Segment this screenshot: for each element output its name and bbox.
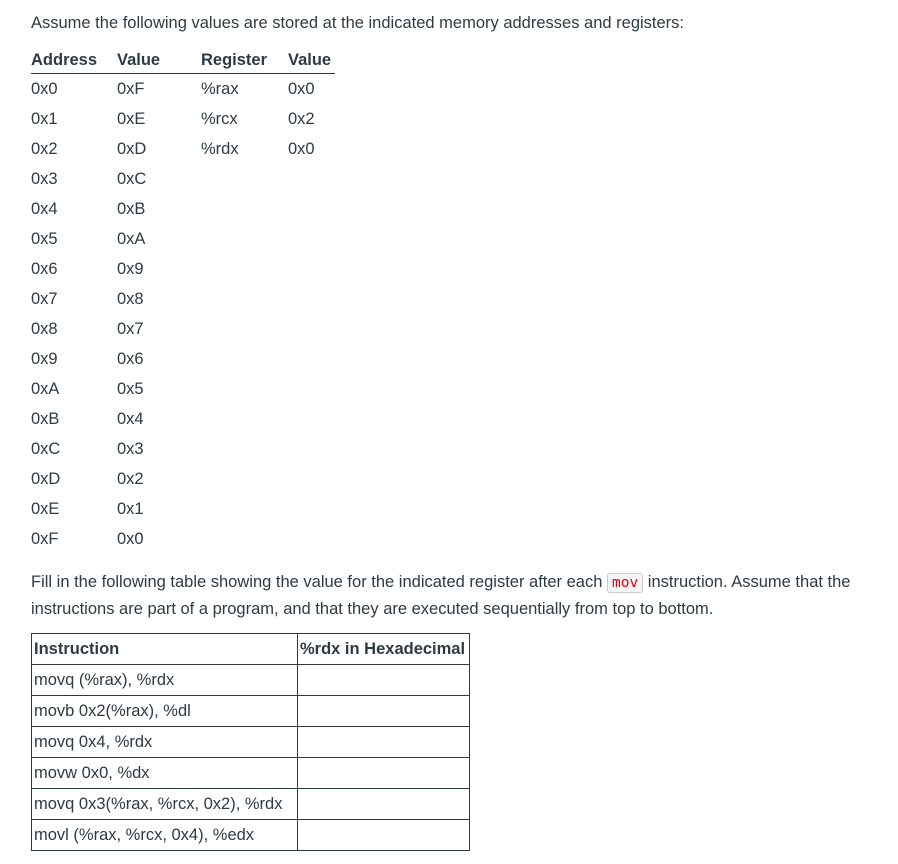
instruction-cell: movq 0x4, %rdx [32, 727, 298, 758]
header-register-value: Value [288, 48, 335, 74]
register-value-cell: 0x0 [288, 79, 315, 98]
memory-row [31, 344, 335, 374]
address-cell: 0x4 [31, 199, 58, 218]
memory-register-table [31, 48, 335, 554]
memory-value-cell: 0xC [117, 169, 147, 188]
memory-row [31, 374, 335, 404]
intro-text: Assume the following values are stored at the indicated memory addresses and registers: [31, 14, 684, 32]
header-address: Address [31, 48, 117, 74]
address-cell: 0xA [31, 379, 60, 398]
address-cell: 0x6 [31, 259, 58, 278]
answer-table [31, 633, 470, 851]
memory-value-cell: 0xD [117, 139, 147, 158]
fill-text-after: instruction. Assume that the instructions are part of a program, and that they are executed sequentially from top to bottom. [31, 573, 851, 618]
memory-value-cell: 0x8 [117, 289, 144, 308]
rdx-answer-cell[interactable] [298, 696, 470, 727]
answer-row [32, 665, 470, 696]
answer-row [32, 820, 470, 851]
memory-value-cell: 0x2 [117, 469, 144, 488]
register-cell: %rcx [201, 109, 238, 128]
fill-instructions [31, 569, 881, 622]
address-cell: 0x5 [31, 229, 58, 248]
memory-row [31, 524, 335, 554]
memory-row [31, 194, 335, 224]
rdx-answer-cell[interactable] [298, 758, 470, 789]
memory-row [31, 164, 335, 194]
register-value-cell [288, 524, 335, 554]
memory-value-cell: 0xA [117, 229, 146, 248]
register-cell [201, 284, 288, 314]
memory-row [31, 224, 335, 254]
instruction-cell: movw 0x0, %dx [32, 758, 298, 789]
register-cell [201, 404, 288, 434]
address-cell: 0xB [31, 409, 60, 428]
memory-value-cell: 0x4 [117, 409, 144, 428]
register-cell: %rdx [201, 139, 239, 158]
register-value-cell [288, 464, 335, 494]
register-cell [201, 434, 288, 464]
register-value-cell [288, 254, 335, 284]
rdx-answer-cell[interactable] [298, 665, 470, 696]
memory-value-cell: 0x5 [117, 379, 144, 398]
register-cell [201, 194, 288, 224]
register-cell [201, 344, 288, 374]
memory-row [31, 74, 335, 105]
instruction-cell: movl (%rax, %rcx, 0x4), %edx [32, 820, 298, 851]
memory-row [31, 434, 335, 464]
register-cell [201, 254, 288, 284]
register-cell: %rax [201, 79, 239, 98]
address-cell: 0xF [31, 529, 59, 548]
register-cell [201, 314, 288, 344]
address-cell: 0x8 [31, 319, 58, 338]
register-cell [201, 164, 288, 194]
address-cell: 0xD [31, 469, 61, 488]
address-cell: 0xE [31, 499, 60, 518]
register-value-cell [288, 194, 335, 224]
register-value-cell [288, 314, 335, 344]
register-value-cell [288, 404, 335, 434]
memory-value-cell: 0x3 [117, 439, 144, 458]
memory-value-cell: 0x0 [117, 529, 144, 548]
address-cell: 0x9 [31, 349, 58, 368]
register-value-cell: 0x0 [288, 139, 315, 158]
memory-value-cell: 0x7 [117, 319, 144, 338]
header-register: Register [201, 48, 288, 74]
memory-row [31, 314, 335, 344]
memory-table-header [31, 48, 335, 74]
register-value-cell [288, 374, 335, 404]
register-value-cell: 0x2 [288, 109, 315, 128]
register-cell [201, 374, 288, 404]
memory-value-cell: 0xB [117, 199, 146, 218]
register-value-cell [288, 494, 335, 524]
memory-value-cell: 0xF [117, 79, 145, 98]
register-value-cell [288, 284, 335, 314]
instruction-cell: movq (%rax), %rdx [32, 665, 298, 696]
header-value: Value [117, 48, 201, 74]
memory-row [31, 404, 335, 434]
memory-row [31, 134, 335, 164]
address-cell: 0x1 [31, 109, 58, 128]
answer-row [32, 727, 470, 758]
header-instruction: Instruction [32, 634, 298, 665]
register-cell [201, 464, 288, 494]
memory-row [31, 284, 335, 314]
memory-row [31, 104, 335, 134]
answer-row [32, 758, 470, 789]
memory-row [31, 464, 335, 494]
instruction-cell: movb 0x2(%rax), %dl [32, 696, 298, 727]
answer-table-body [32, 665, 470, 851]
answer-row [32, 789, 470, 820]
register-value-cell [288, 224, 335, 254]
address-cell: 0x0 [31, 79, 58, 98]
memory-value-cell: 0x9 [117, 259, 144, 278]
register-value-cell [288, 344, 335, 374]
register-cell [201, 224, 288, 254]
memory-value-cell: 0x6 [117, 349, 144, 368]
rdx-answer-cell[interactable] [298, 820, 470, 851]
answer-table-header [32, 634, 470, 665]
rdx-answer-cell[interactable] [298, 727, 470, 758]
answer-row [32, 696, 470, 727]
memory-value-cell: 0xE [117, 109, 146, 128]
memory-row [31, 494, 335, 524]
memory-row [31, 254, 335, 284]
register-cell [201, 494, 288, 524]
instruction-cell: movq 0x3(%rax, %rcx, 0x2), %rdx [32, 789, 298, 820]
address-cell: 0x3 [31, 169, 58, 188]
register-cell [201, 524, 288, 554]
register-value-cell [288, 434, 335, 464]
memory-table-body [31, 74, 335, 555]
fill-text-before: Fill in the following table showing the value for the indicated register after each [31, 573, 607, 591]
address-cell: 0x2 [31, 139, 58, 158]
header-rdx-hex: %rdx in Hexadecimal [298, 634, 470, 665]
register-value-cell [288, 164, 335, 194]
address-cell: 0x7 [31, 289, 58, 308]
address-cell: 0xC [31, 439, 61, 458]
memory-value-cell: 0x1 [117, 499, 144, 518]
rdx-answer-cell[interactable] [298, 789, 470, 820]
mov-code: mov [607, 573, 643, 593]
